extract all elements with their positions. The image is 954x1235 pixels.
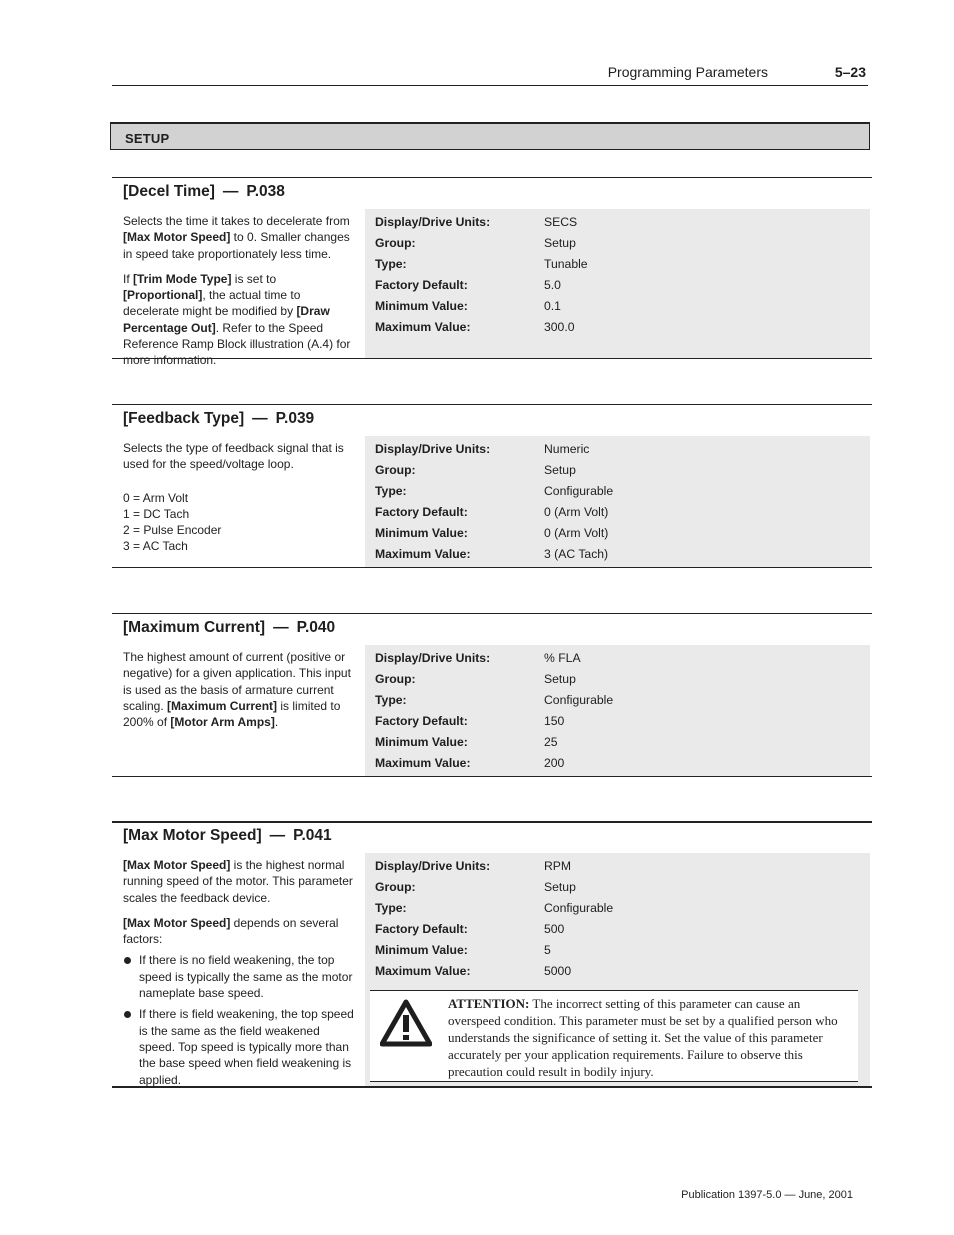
spec-value: 5000 (544, 964, 572, 978)
param-reference: [Maximum Current] (167, 698, 278, 713)
spec-row-units (365, 438, 870, 459)
spec-row-min (365, 731, 870, 752)
description-paragraph (123, 271, 359, 369)
spec-row-group (365, 876, 870, 897)
param-reference: [Max Motor Speed] (123, 915, 231, 930)
spec-value: Configurable (544, 693, 614, 707)
spec-value: 0 (Arm Volt) (544, 526, 609, 540)
header-rule (112, 85, 868, 86)
param-name: [Maximum Current] (123, 619, 266, 636)
spec-label: Display/Drive Units: (375, 859, 491, 873)
divider (112, 177, 872, 178)
spec-row-group (365, 459, 870, 480)
option-item: 1 = DC Tach (123, 506, 190, 521)
description-paragraph: Selects the type of feedback signal that is used for the speed/voltage loop. (123, 441, 344, 472)
spec-value: 300.0 (544, 320, 575, 334)
spec-label: Group: (375, 672, 416, 686)
description-paragraph (123, 213, 359, 262)
param-reference: [Max Motor Speed] (123, 230, 231, 245)
text-run: is set to (231, 271, 277, 286)
param-title (123, 183, 285, 201)
bullet-text: If there is field weakening, the top speed is the same as the field weakened speed. Top speed is typically more than the base speed when field weakening is applied. (139, 1007, 354, 1087)
publication-footer: Publication 1397-5.0 — June, 2001 (681, 1189, 853, 1201)
spec-label: Minimum Value: (375, 299, 468, 313)
text-run: . (274, 715, 279, 730)
param-description (123, 857, 359, 1093)
spec-value: 3 (AC Tach) (544, 547, 609, 561)
spec-value: RPM (544, 859, 572, 873)
spec-label: Maximum Value: (375, 964, 471, 978)
divider (112, 821, 872, 823)
spec-row-default (365, 710, 870, 731)
page-number: 5–23 (834, 64, 866, 80)
spec-row-type (365, 689, 870, 710)
divider (112, 358, 872, 359)
text-run: , the actual time to decelerate might be modified by (123, 288, 301, 319)
spec-value: 0.1 (544, 299, 561, 313)
spec-row-default (365, 501, 870, 522)
divider (112, 613, 872, 614)
param-title (123, 827, 332, 845)
param-title (123, 410, 314, 428)
spec-label: Type: (375, 693, 407, 707)
param-name: [Decel Time] (123, 183, 215, 200)
description-paragraph (123, 915, 359, 948)
title-dash: — (252, 410, 268, 427)
attention-body: The incorrect setting of this parameter can cause an overspeed condition. This parameter must be set by a qualified person who understands the significance of setting it. Set the value of this parameter accurately per your application requirements. Failure to observe this precaution could result in bodily injury. (448, 996, 838, 1079)
text-run: Selects the time it takes to decelerate from (123, 214, 350, 228)
divider (112, 567, 872, 568)
param-code: P.041 (293, 827, 332, 844)
spec-value: Setup (544, 672, 576, 686)
spec-row-default (365, 274, 870, 295)
param-reference: [Trim Mode Type] (133, 271, 232, 286)
spec-label: Factory Default: (375, 714, 468, 728)
description-paragraph (123, 857, 359, 906)
param-code: P.040 (296, 619, 336, 636)
param-block-p038 (112, 177, 872, 368)
bullet-icon (124, 957, 131, 964)
text-run: is the highest normal running speed of the motor. This parameter scales the feedback device. (123, 858, 353, 905)
spec-label: Display/Drive Units: (375, 651, 491, 665)
spec-row-units (365, 647, 870, 668)
spec-row-max (365, 316, 870, 337)
spec-value: 200 (544, 756, 565, 770)
param-code: P.038 (246, 183, 285, 200)
section-bar (110, 122, 870, 150)
divider (112, 1086, 872, 1088)
divider (112, 776, 872, 777)
spec-label: Type: (375, 901, 407, 915)
option-item: 2 = Pulse Encoder (123, 523, 222, 538)
spec-value: 500 (544, 922, 565, 936)
spec-label: Group: (375, 880, 416, 894)
page-header (112, 64, 866, 84)
text-run: is limited to 200% of (123, 698, 341, 730)
bullet-item (123, 1006, 359, 1087)
param-reference: [Max Motor Speed] (123, 858, 231, 872)
spec-label: Group: (375, 463, 416, 477)
spec-table (365, 209, 870, 358)
param-block-p041 (112, 821, 872, 1091)
spec-value: 150 (544, 714, 565, 728)
spec-label: Display/Drive Units: (375, 215, 491, 229)
text-run: to 0. Smaller changes in speed take proportionately less time. (123, 230, 350, 261)
title-dash: — (269, 827, 286, 844)
param-description (123, 440, 359, 555)
option-list (123, 490, 359, 555)
title-dash: — (222, 183, 239, 200)
param-reference: [Proportional] (123, 288, 203, 303)
spec-value: Tunable (544, 257, 588, 271)
spec-value: Setup (544, 880, 576, 894)
spec-label: Display/Drive Units: (375, 442, 491, 456)
text-run: . Refer to the Speed Reference Ramp Block illustration (A.4) for more information. (123, 320, 351, 368)
spec-label: Maximum Value: (375, 320, 471, 334)
spec-value: 0 (Arm Volt) (544, 505, 609, 519)
spec-label: Minimum Value: (375, 735, 468, 749)
text-run: depends on several factors: (123, 915, 339, 947)
spec-label: Group: (375, 236, 416, 250)
param-description (123, 213, 359, 378)
param-code: P.039 (275, 410, 315, 427)
spec-value: Configurable (544, 901, 614, 915)
warning-triangle-icon (380, 999, 432, 1047)
param-title (123, 619, 335, 637)
spec-row-min (365, 522, 870, 543)
spec-value: Configurable (544, 484, 614, 498)
spec-row-type (365, 253, 870, 274)
bullet-text: If there is no field weakening, the top speed is typically the same as the motor nameplate base speed. (139, 953, 353, 1001)
param-name: [Max Motor Speed] (123, 827, 262, 844)
spec-row-min (365, 939, 870, 960)
param-block-p039 (112, 404, 872, 570)
spec-table (365, 645, 870, 776)
spec-value: SECS (544, 215, 578, 229)
param-reference: [Motor Arm Amps] (170, 715, 275, 730)
divider (112, 404, 872, 405)
spec-value: Setup (544, 463, 576, 477)
bullet-icon (124, 1011, 131, 1018)
spec-label: Minimum Value: (375, 943, 468, 957)
spec-label: Factory Default: (375, 505, 468, 519)
param-reference: [Draw Percentage Out] (123, 304, 330, 335)
spec-label: Factory Default: (375, 922, 468, 936)
spec-row-units (365, 211, 870, 232)
spec-row-type (365, 897, 870, 918)
attention-text (448, 995, 853, 1080)
attention-box (370, 990, 858, 1082)
spec-row-group (365, 668, 870, 689)
spec-label: Type: (375, 257, 407, 271)
spec-row-type (365, 480, 870, 501)
section-title: Programming Parameters (607, 64, 768, 80)
description-paragraph (123, 649, 359, 730)
param-description (123, 649, 359, 739)
spec-row-group (365, 232, 870, 253)
spec-value: 25 (544, 735, 558, 749)
spec-label: Maximum Value: (375, 756, 471, 770)
spec-value: Numeric (544, 442, 590, 456)
spec-row-default (365, 918, 870, 939)
spec-row-max (365, 960, 870, 981)
bullet-item (123, 952, 359, 1001)
text-run: If (123, 271, 134, 286)
param-block-p040 (112, 613, 872, 779)
spec-row-units (365, 855, 870, 876)
spec-label: Minimum Value: (375, 526, 468, 540)
option-item: 3 = AC Tach (123, 539, 188, 554)
param-name: [Feedback Type] (123, 410, 245, 427)
spec-label: Type: (375, 484, 407, 498)
attention-label: ATTENTION: (448, 996, 530, 1011)
spec-row-max (365, 543, 870, 564)
spec-label: Factory Default: (375, 278, 468, 292)
spec-value: Setup (544, 236, 576, 250)
title-dash: — (273, 619, 289, 636)
option-item: 0 = Arm Volt (123, 490, 189, 505)
spec-row-min (365, 295, 870, 316)
spec-value: % FLA (544, 651, 581, 665)
spec-value: 5.0 (544, 278, 561, 292)
text-run: The highest amount of current (positive or negative) for a given application. This input is used as the basis of armature current scaling. (123, 650, 351, 713)
spec-label: Maximum Value: (375, 547, 471, 561)
bullet-list (123, 952, 359, 1087)
spec-table (365, 436, 870, 567)
section-bar-label: SETUP (125, 131, 170, 146)
spec-row-max (365, 752, 870, 773)
spec-value: 5 (544, 943, 551, 957)
